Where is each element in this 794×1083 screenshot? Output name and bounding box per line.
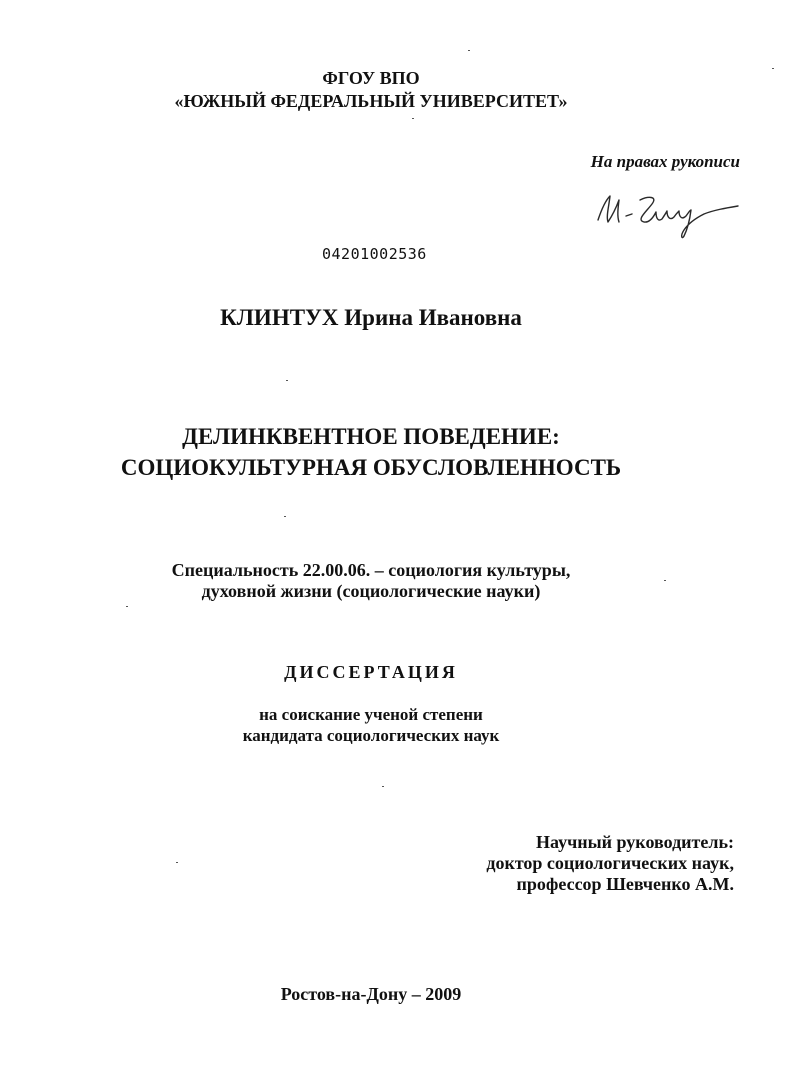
scan-speck — [286, 380, 288, 381]
scan-speck — [382, 786, 384, 787]
thesis-title-line-1: ДЕЛИНКВЕНТНОЕ ПОВЕДЕНИЕ: — [182, 424, 560, 449]
scan-speck — [176, 862, 178, 863]
organization-line-2: «ЮЖНЫЙ ФЕДЕРАЛЬНЫЙ УНИВЕРСИТЕТ» — [174, 91, 568, 111]
scan-speck — [412, 118, 414, 119]
scan-speck — [126, 606, 128, 607]
manuscript-rights-note: На правах рукописи — [590, 152, 740, 171]
specialty-line-1: Специальность 22.00.06. – социология культуры, — [171, 560, 571, 580]
specialty-line-2: духовной жизни (социологические науки) — [201, 581, 541, 601]
supervisor-heading: Научный руководитель: — [536, 832, 734, 852]
catalog-code: 04201002536 — [322, 245, 427, 263]
degree-line-2: кандидата социологических наук — [242, 726, 500, 745]
document-kind: ДИССЕРТАЦИЯ — [284, 662, 458, 682]
supervisor-degree: доктор социологических наук, — [486, 853, 734, 873]
scan-speck — [284, 516, 286, 517]
city-and-year: Ростов-на-Дону – 2009 — [280, 984, 462, 1004]
degree-line-1: на соискание ученой степени — [259, 705, 483, 724]
scan-speck — [468, 50, 470, 51]
handwritten-signature — [592, 186, 742, 242]
scan-speck — [772, 68, 774, 69]
thesis-title-line-2: СОЦИОКУЛЬТУРНАЯ ОБУСЛОВЛЕННОСТЬ — [120, 455, 622, 480]
supervisor-name: профессор Шевченко А.М. — [516, 874, 734, 894]
author-name: КЛИНТУХ Ирина Ивановна — [220, 305, 522, 330]
scan-speck — [664, 580, 666, 581]
organization-line-1: ФГОУ ВПО — [322, 68, 420, 88]
